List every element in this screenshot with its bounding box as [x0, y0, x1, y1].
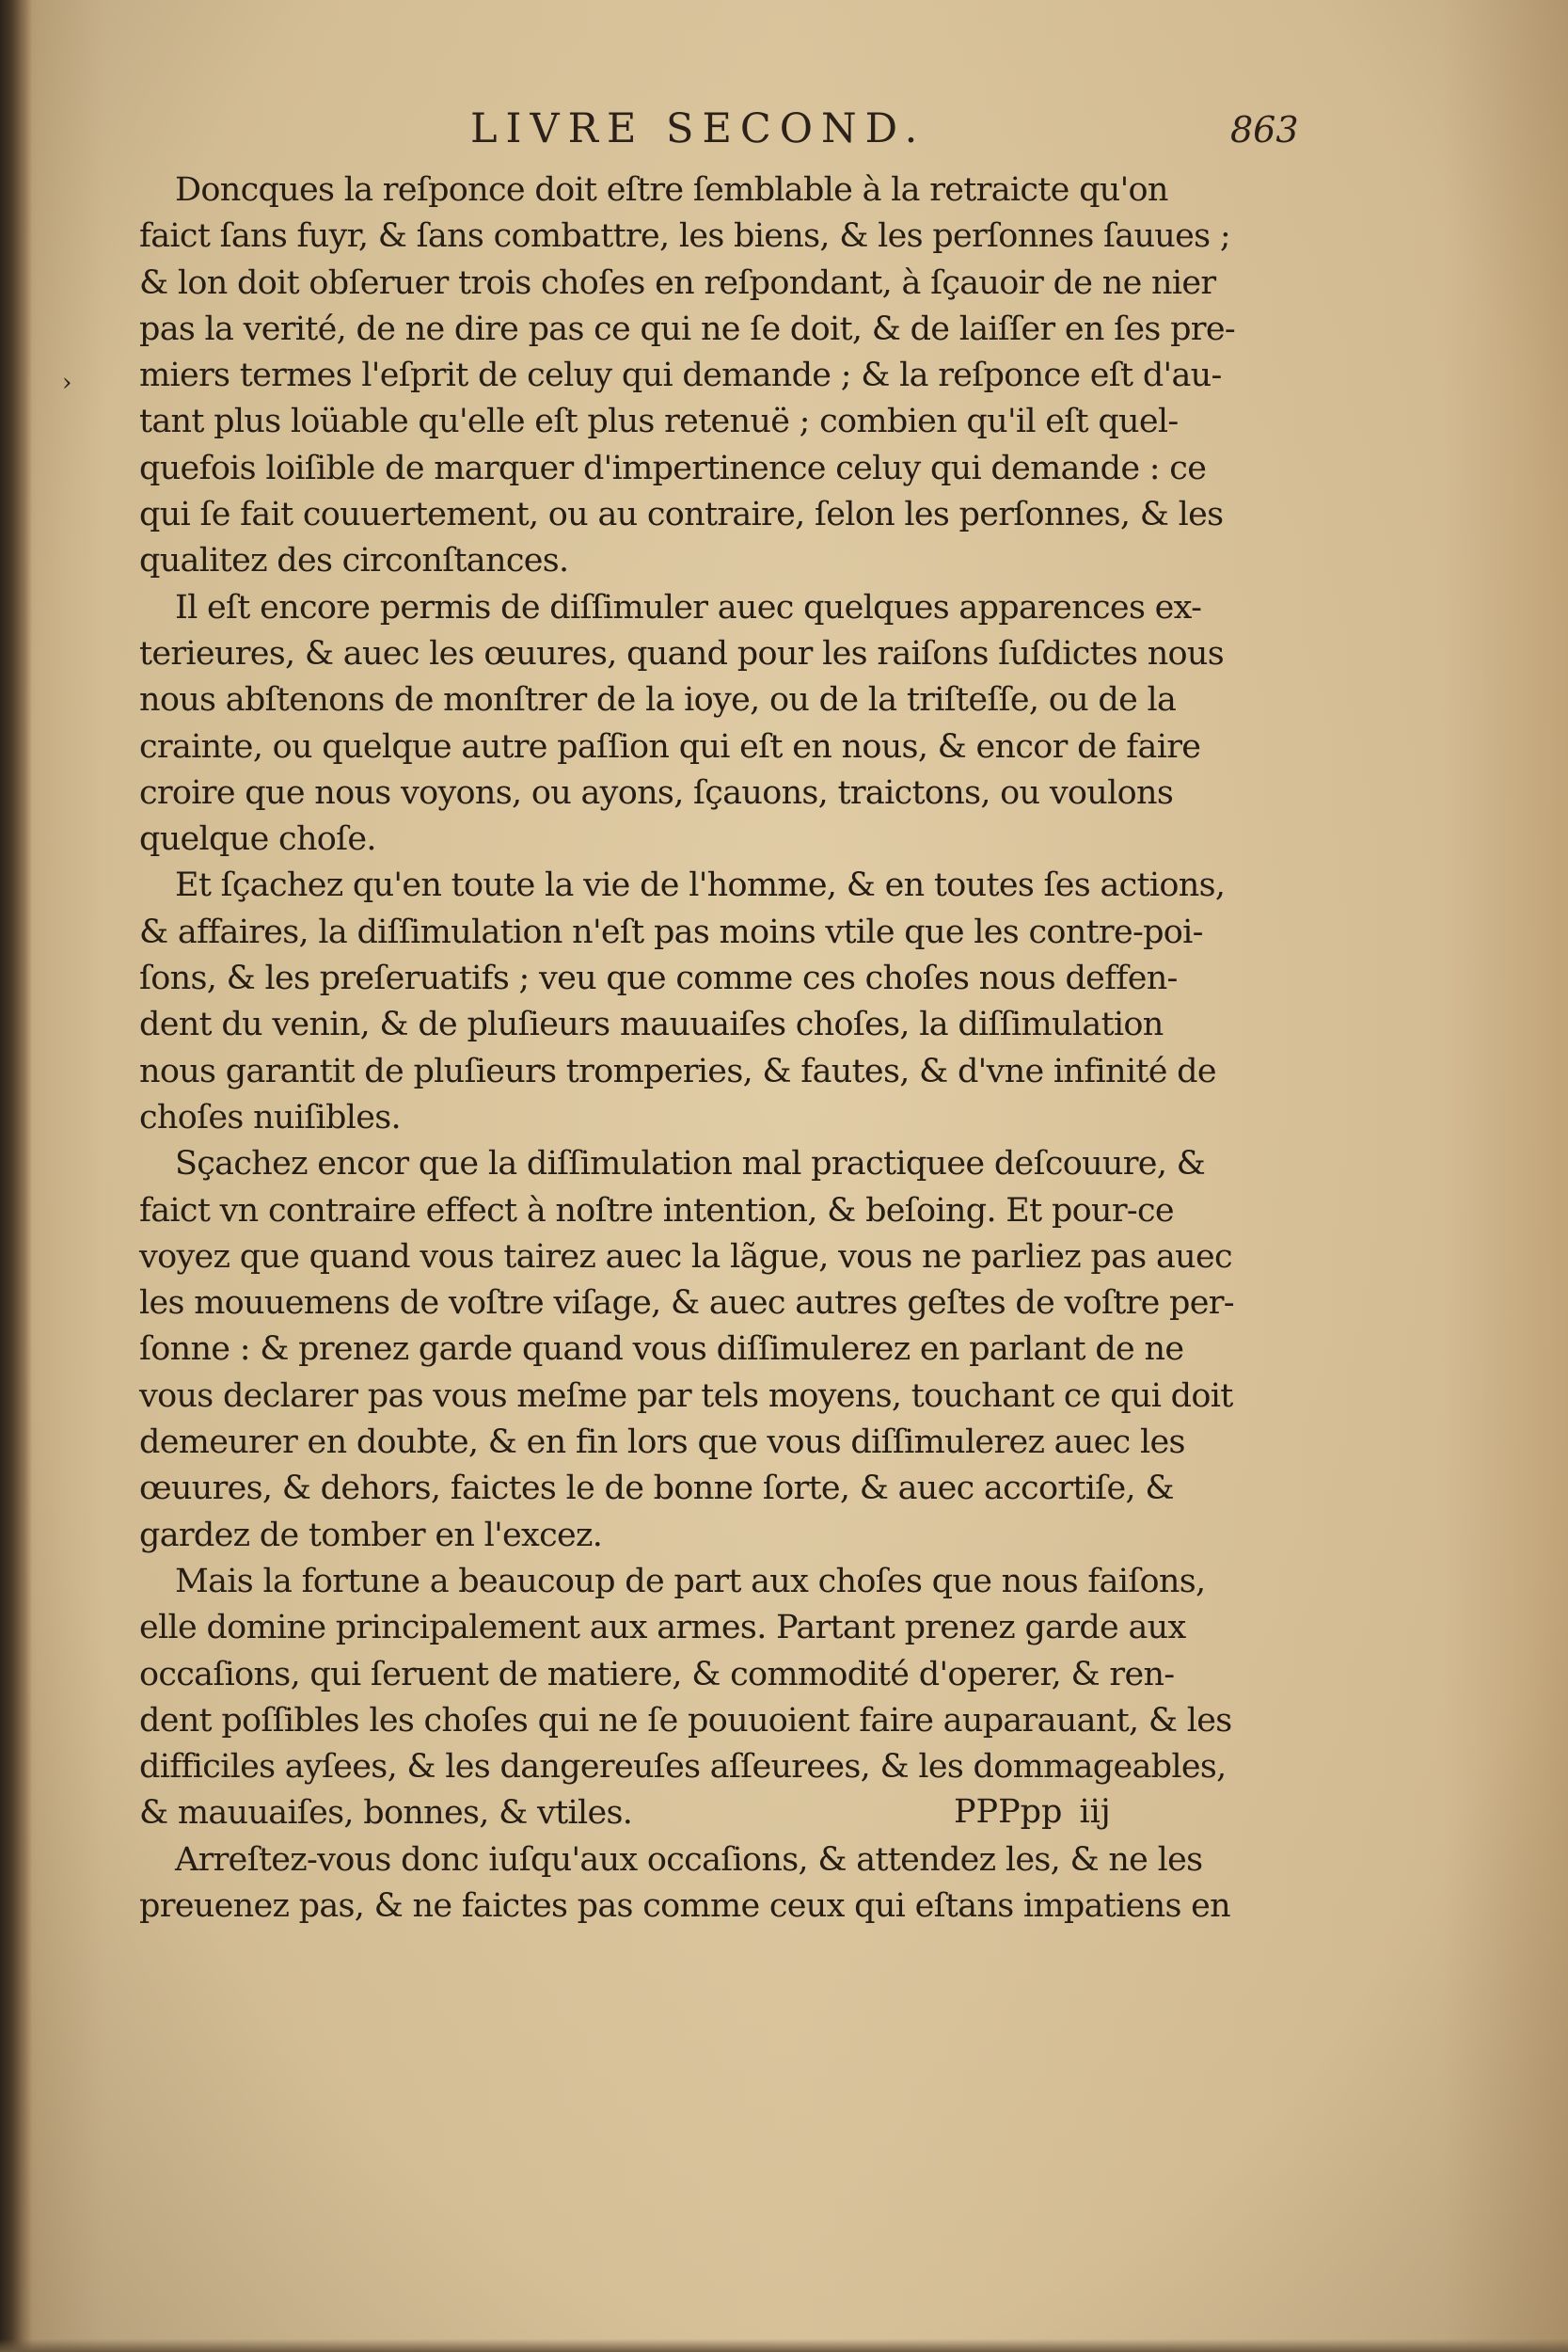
page-header	[0, 105, 1568, 162]
text-line: tant plus loüable qu'elle eſt plus retenuë ; combien qu'il eſt quel-	[139, 403, 1179, 441]
text-line: preuenez pas, & ne faictes pas comme ceux qui eſtans impatiens en	[139, 1886, 1231, 1925]
text-line: quefois loiſible de marquer d'impertinence celuy qui demande : ce	[139, 449, 1207, 487]
text-line: elle domine principalement aux armes. Partant prenez garde aux	[139, 1609, 1186, 1647]
text-line: qualitez des circonſtances.	[139, 542, 569, 580]
text-line: pas la verité, de ne dire pas ce qui ne ſe doit, & de laiſſer en ſes pre-	[139, 310, 1235, 348]
page-number: 863	[1230, 109, 1299, 151]
text-line: dent poſſibles les choſes qui ne ſe pouuoient faire auparauant, & les	[139, 1701, 1232, 1740]
text-line: difficiles ayſees, & les dangereuſes aſſeurees, & les dommageables,	[139, 1748, 1227, 1787]
text-line: qui ſe fait couuertement, ou au contraire, ſelon les perſonnes, & les	[139, 496, 1224, 534]
text-line: vous declarer pas vous meſme par tels moyens, touchant ce qui doit	[139, 1376, 1233, 1415]
text-line: Et ſçachez qu'en toute la vie de l'homme, & en toutes ſes actions,	[175, 866, 1226, 905]
text-line: faict ſans fuyr, & ſans combattre, les biens, & les perſonnes ſauues ;	[139, 217, 1230, 256]
text-line: faict vn contraire effect à noſtre intention, & beſoing. Et pour-ce	[139, 1191, 1174, 1230]
text-line: nous garantit de pluſieurs tromperies, & fautes, & d'vne infinité de	[139, 1052, 1216, 1090]
text-line: terieures, & auec les œuures, quand pour les raiſons ſuſdictes nous	[139, 634, 1225, 673]
text-line: quelque choſe.	[139, 820, 376, 859]
signature-line	[954, 1793, 1128, 1831]
text-line: ſonne : & prenez garde quand vous diſſimulerez en parlant de ne	[139, 1330, 1184, 1369]
text-line: ſons, & les preſeruatifs ; veu que comme ces choſes nous deffen-	[139, 960, 1178, 998]
text-line: gardez de tomber en l'excez.	[139, 1516, 603, 1554]
text-line: œuures, & dehors, faictes le de bonne ſorte, & auec accortiſe, &	[139, 1470, 1174, 1508]
body-text	[139, 167, 1306, 1930]
text-line: & affaires, la diſſimulation n'eſt pas moins vtile que les contre-poi-	[139, 913, 1203, 951]
text-line: Mais la fortune a beaucoup de part aux choſes que nous faiſons,	[175, 1562, 1206, 1600]
text-line: les mouuemens de voſtre viſage, & auec autres geſtes de voſtre per-	[139, 1284, 1234, 1323]
page-edge-shadow	[0, 2339, 1568, 2352]
text-line: & mauuaiſes, bonnes, & vtiles.	[139, 1794, 633, 1833]
text-line: occaſions, qui ſeruent de matiere, & commodité d'operer, & ren-	[139, 1655, 1175, 1693]
binding-gutter	[0, 0, 32, 2352]
text-line: Il eſt encore permis de diſſimuler auec quelques apparences ex-	[175, 588, 1202, 627]
text-line: & lon doit obſeruer trois choſes en reſpondant, à ſçauoir de ne nier	[139, 263, 1216, 302]
signature-number: iij	[1079, 1793, 1111, 1831]
text-line: croire que nous voyons, ou ayons, ſçauons, traictons, ou voulons	[139, 773, 1174, 812]
text-line: demeurer en doubte, & en fin lors que vous diſſimulerez auec les	[139, 1423, 1185, 1462]
text-line: crainte, ou quelque autre paſſion qui eſt en nous, & encor de faire	[139, 727, 1201, 766]
signature-mark: PPPpp	[954, 1793, 1063, 1831]
text-line: miers termes l'eſprit de celuy qui demande ; & la reſponce eſt d'au-	[139, 357, 1222, 395]
text-line: choſes nuiſibles.	[139, 1098, 401, 1136]
text-line: Sçachez encor que la diſſimulation mal practiquee deſcouure, &	[175, 1145, 1206, 1184]
running-title: LIVRE SECOND.	[470, 105, 927, 152]
text-line: nous abſtenons de monſtrer de la ioye, ou de la triſteſſe, ou de la	[139, 681, 1177, 720]
text-line: Doncques la reſponce doit eſtre ſemblable à la retraicte qu'on	[175, 171, 1168, 209]
text-line: dent du venin, & de pluſieurs mauuaiſes choſes, la diſſimulation	[139, 1006, 1164, 1044]
text-line: voyez que quand vous tairez auec la lãgue, vous ne parliez pas auec	[139, 1237, 1232, 1276]
margin-mark: ›	[62, 369, 72, 397]
text-line: Arreſtez-vous donc iuſqu'aux occaſions, & attendez les, & ne les	[175, 1840, 1203, 1879]
